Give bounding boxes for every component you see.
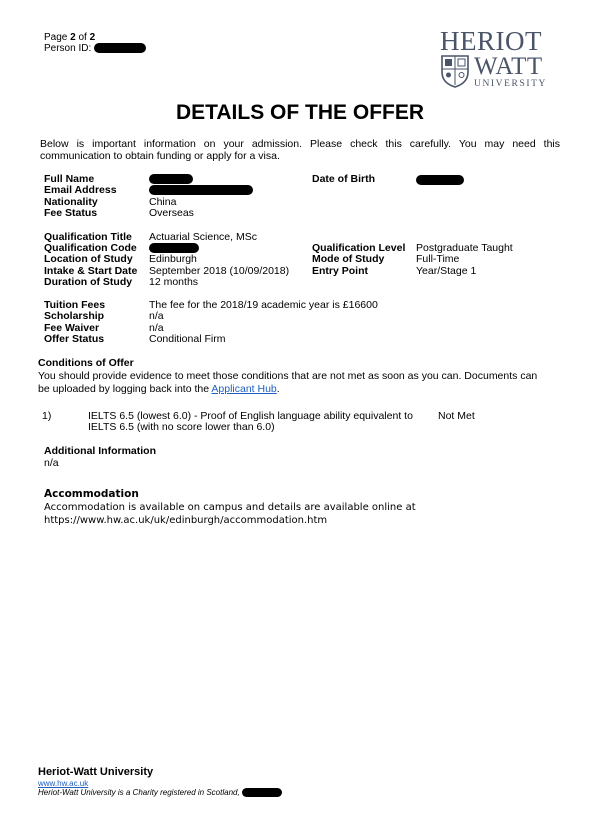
crest-icon (440, 54, 470, 88)
accommodation-url: https://www.hw.ac.uk/uk/edinburgh/accommodation.htm (44, 515, 328, 526)
condition-text-line2: IELTS 6.5 (with no score lower than 6.0) (88, 421, 275, 433)
accommodation-line1: Accommodation is available on campus and details are available online at (44, 502, 416, 513)
logo-text-university: UNIVERSITY (474, 79, 547, 89)
location-row: Location of Study Edinburgh Mode of Study Full-Time (44, 253, 460, 265)
condition-status: Not Met (438, 410, 475, 422)
redaction-bar (149, 243, 199, 253)
redaction-bar (416, 175, 464, 185)
qualification-code-row: Qualification Code Qualification Level Postgraduate Taught (44, 242, 513, 254)
condition-number: 1) (42, 410, 52, 422)
page-number: Page 2 of 2 (44, 32, 96, 43)
tuition-row: Tuition Fees The fee for the 2018/19 academic year is £16600 (44, 299, 378, 311)
accommodation-heading: Accommodation (44, 488, 139, 500)
fee-status-row: Fee Status Overseas (44, 207, 194, 219)
additional-value: n/a (44, 457, 59, 469)
redaction-bar (94, 43, 146, 53)
footer-org: Heriot-Watt University (38, 766, 154, 778)
duration-row: Duration of Study 12 months (44, 276, 199, 288)
condition-text-line1: IELTS 6.5 (lowest 6.0) - Proof of English language ability equivalent to (88, 410, 413, 422)
intro-text: Below is important information on your admission. Please check this carefully. You may need this communication to obtain funding or apply for a visa. (40, 138, 560, 162)
offer-status-row: Offer Status Conditional Firm (44, 333, 226, 345)
additional-heading: Additional Information (44, 445, 156, 457)
fee-waiver-row: Fee Waiver n/a (44, 322, 164, 334)
logo-text-heriot: HERIOT (440, 26, 542, 56)
full-name-row: Full Name Date of Birth (44, 174, 544, 186)
redaction-bar (242, 788, 282, 797)
qualification-title-row: Qualification Title Actuarial Science, MSc (44, 231, 257, 243)
page-title: DETAILS OF THE OFFER (175, 101, 425, 124)
logo-text-watt: WATT (474, 53, 543, 80)
applicant-hub-link[interactable]: Applicant Hub (211, 383, 277, 395)
conditions-text: You should provide evidence to meet those conditions that are not met as soon as you can. Documents can be uploaded by logging back into the Applicant Hub. (38, 370, 538, 395)
conditions-heading: Conditions of Offer (38, 357, 134, 369)
footer-website-link[interactable]: www.hw.ac.uk (38, 779, 89, 788)
intake-row: Intake & Start Date September 2018 (10/09/2018) Entry Point Year/Stage 1 (44, 265, 477, 277)
redaction-bar (149, 174, 193, 184)
person-id: Person ID: (44, 43, 146, 55)
footer-charity: Heriot-Watt University is a Charity registered in Scotland, (38, 788, 282, 798)
redaction-bar (149, 185, 253, 195)
email-row: Email Address (44, 185, 253, 197)
nationality-row: Nationality China (44, 196, 177, 208)
university-logo (438, 28, 556, 90)
scholarship-row: Scholarship n/a (44, 310, 164, 322)
